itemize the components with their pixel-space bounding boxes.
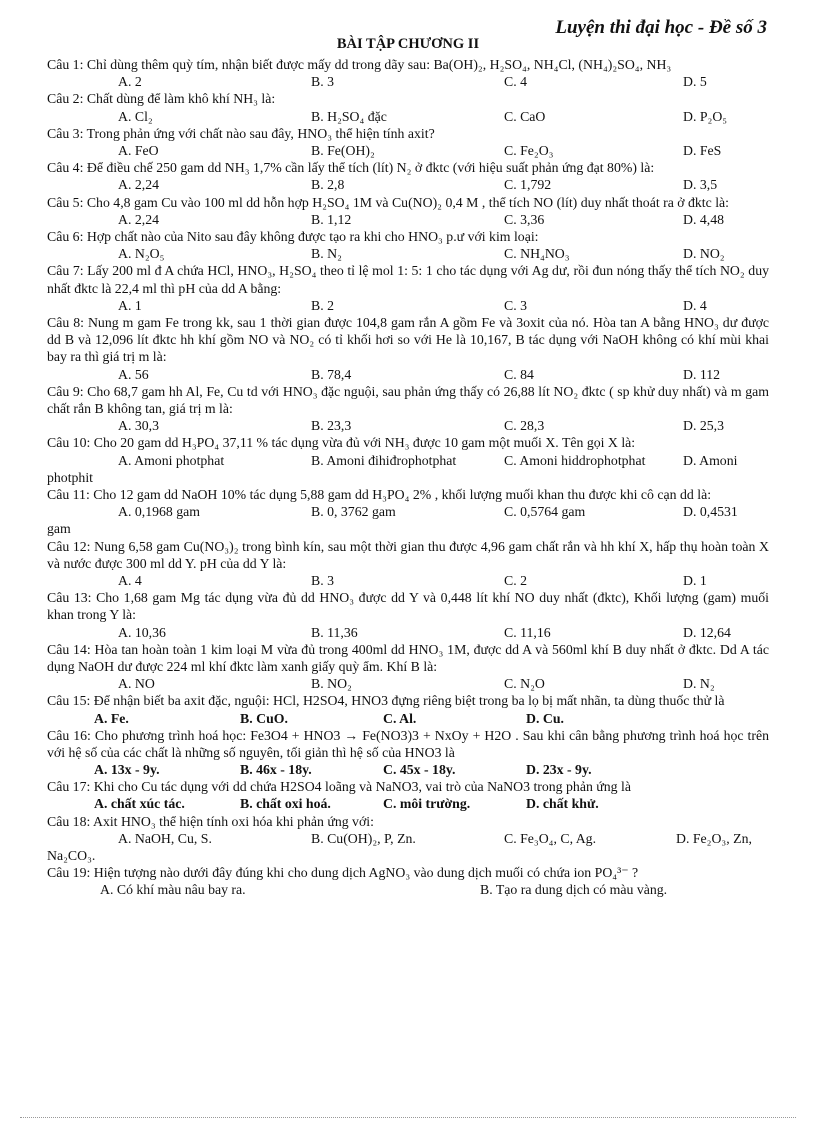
option-a: A. N₂O₅	[118, 246, 165, 262]
question-16: Câu 16: Cho phương trình hoá học: Fe3O4 + HNO3 → Fe(NO3)3 + NxOy + H2O . Sau khi cân bằng phương trình hoá học trên với hệ số của các chất là những số nguyên, tối giản thì hệ số của HNO3 là	[47, 727, 769, 760]
option-a: A. 13x - 9y.	[94, 762, 160, 778]
option-d: D. Fe₂O₃, Zn,	[676, 830, 752, 846]
answer-options	[47, 830, 769, 847]
option-d: D. 25,3	[683, 418, 725, 434]
option-d: D. Amoni	[683, 452, 738, 468]
option-d: D. 0,4531	[683, 504, 738, 520]
option-b: B. 0, 3762 gam	[311, 504, 396, 520]
option-d: D. 4	[683, 297, 707, 313]
option-a: A. FeO	[118, 142, 159, 158]
answer-options	[47, 297, 769, 314]
answer-options	[47, 452, 769, 469]
option-b: B. Cu(OH)₂, P, Zn.	[311, 830, 416, 846]
option-d: D. P₂O₅	[683, 108, 728, 124]
question-12: Câu 12: Nung 6,58 gam Cu(NO₃)₂ trong bình kín, sau một thời gian thu được 4,96 gam chất rắn và hh khí X, hấp thụ hoàn toàn X và nước được 300 ml dd Y. pH của dd Y là:	[47, 538, 769, 571]
option-a: A. Có khí màu nâu bay ra.	[100, 882, 246, 898]
option-c: C. CaO	[504, 108, 546, 124]
question-2: Câu 2: Chất dùng để làm khô khí NH₃ là:	[47, 91, 276, 107]
option-b: B. chất oxi hoá.	[240, 796, 331, 812]
option-b: B. CuO.	[240, 710, 288, 726]
answer-options	[47, 761, 769, 778]
option-a: A. 56	[118, 366, 149, 382]
option-a: A. 2,24	[118, 211, 160, 227]
answer-options	[47, 675, 769, 692]
question-4: Câu 4: Để điều chế 250 gam dd NH₃ 1,7% cần lấy thể tích (lít) N₂ ở đktc (với hiệu suất phản ứng đạt 80%) là:	[47, 160, 655, 176]
answer-options	[47, 710, 769, 727]
answer-options	[47, 503, 769, 520]
option-d: D. FeS	[683, 142, 722, 158]
question-list	[47, 56, 769, 899]
option-b: B. NO₂	[311, 676, 352, 692]
option-continuation: photphit	[47, 469, 93, 485]
option-b: B. 23,3	[311, 418, 352, 434]
option-d: D. 112	[683, 366, 721, 382]
option-c: C. Fe₂O₃	[504, 142, 554, 158]
answer-options	[47, 176, 769, 193]
option-c: C. Amoni hiddrophotphat	[504, 452, 646, 468]
option-a: A. 0,1968 gam	[118, 504, 201, 520]
option-d: D. chất khử.	[526, 796, 599, 812]
question-5: Câu 5: Cho 4,8 gam Cu vào 100 ml dd hỗn hợp H₂SO₄ 1M và Cu(NO)₂ 0,4 M , thể tích NO (lít) duy nhất thoát ra ở đktc là:	[47, 194, 730, 210]
option-c: C. 3,36	[504, 211, 545, 227]
answer-options	[47, 245, 769, 262]
option-b: B. 1,12	[311, 211, 352, 227]
option-continuation: gam	[47, 521, 71, 537]
option-a: A. 1	[118, 297, 142, 313]
option-c: C. NH₄NO₃	[504, 246, 570, 262]
answer-options	[47, 142, 769, 159]
answer-options	[47, 881, 769, 898]
question-7: Câu 7: Lấy 200 ml đ A chứa HCl, HNO₃, H₂SO₄ theo tỉ lệ mol 1: 5: 1 cho tác dụng với Ag dư, rồi đun nóng thấy thể tích NO₂ duy nhất đktc là 22,4 ml thì pH của dd A bằng:	[47, 263, 769, 296]
option-b: B. Amoni đihiđrophotphat	[311, 452, 457, 468]
answer-options	[47, 795, 769, 812]
option-c: C. môi trường.	[383, 796, 471, 812]
option-b: B. Fe(OH)₂	[311, 142, 375, 158]
page-bottom-rule	[20, 1117, 796, 1118]
option-c: C. 84	[504, 366, 534, 382]
option-c: C. 0,5764 gam	[504, 504, 586, 520]
question-1: Câu 1: Chỉ dùng thêm quỳ tím, nhận biết được mấy dd trong dãy sau: Ba(OH)₂, H₂SO₄, NH₄Cl, (NH₄)₂SO₄, NH₃	[47, 57, 672, 72]
question-18: Câu 18: Axit HNO₃ thể hiện tính oxi hóa khi phản ứng với:	[47, 813, 374, 829]
question-15: Câu 15: Để nhận biết ba axit đặc, nguội: HCl, H2SO4, HNO3 đựng riêng biệt trong ba lọ bị mất nhãn, ta dùng thuốc thử là	[47, 693, 725, 709]
question-17: Câu 17: Khi cho Cu tác dụng với dd chứa H2SO4 loãng và NaNO3, vai trò của NaNO3 trong phản ứng là	[47, 779, 631, 795]
option-a: A. 4	[118, 572, 142, 588]
option-b: B. 3	[311, 74, 334, 90]
option-a: A. chất xúc tác.	[94, 796, 185, 812]
answer-options	[47, 211, 769, 228]
option-b: B. Tạo ra dung dịch có màu vàng.	[480, 882, 668, 898]
option-c: C. 3	[504, 297, 527, 313]
page-title: BÀI TẬP CHƯƠNG II	[336, 36, 480, 52]
option-d: D. NO₂	[683, 246, 725, 262]
option-b: B. 2,8	[311, 177, 345, 193]
option-a: A. NaOH, Cu, S.	[118, 830, 212, 846]
option-a: A. Fe.	[94, 710, 129, 726]
option-a: A. 2,24	[118, 177, 160, 193]
option-a: A. Amoni photphat	[118, 452, 225, 468]
option-b: B. 11,36	[311, 624, 358, 640]
question-14: Câu 14: Hòa tan hoàn toàn 1 kim loại M vừa đủ trong 400ml dd HNO₃ 1M, được dd A và 560ml khí B duy nhất ở đktc. Dd A tác dụng NaOH dư được 224 ml khí đktc làm xanh giấy quỳ ẩm. Khí B là:	[47, 641, 769, 674]
option-b: B. 46x - 18y.	[240, 762, 312, 778]
option-d: D. 12,64	[683, 624, 731, 640]
answer-options	[47, 624, 769, 641]
option-a: A. NO	[118, 676, 155, 692]
option-c: C. Al.	[383, 710, 417, 726]
option-c: C. 28,3	[504, 418, 545, 434]
answer-options	[47, 417, 769, 434]
answer-options	[47, 572, 769, 589]
option-d: D. 1	[683, 572, 707, 588]
option-b: B. N₂	[311, 246, 342, 262]
question-6: Câu 6: Hợp chất nào của Nito sau đây không được tạo ra khi cho HNO₃ p.ư với kim loại:	[47, 228, 539, 244]
option-c: C. 1,792	[504, 177, 552, 193]
question-11: Câu 11: Cho 12 gam dd NaOH 10% tác dụng 5,88 gam dd H₃PO₄ 2% , khối lượng muối khan thu được khi cô cạn dd là:	[47, 486, 712, 502]
option-c: C. 4	[504, 74, 527, 90]
option-a: A. 10,36	[118, 624, 166, 640]
option-continuation: Na₂CO₃.	[47, 848, 96, 864]
option-d: D. 3,5	[683, 177, 718, 193]
option-d: D. Cu.	[526, 710, 564, 726]
option-d: D. 4,48	[683, 211, 725, 227]
option-c: C. Fe₃O₄, C, Ag.	[504, 830, 597, 846]
option-c: C. 45x - 18y.	[383, 762, 456, 778]
option-b: B. 3	[311, 572, 334, 588]
option-a: A. 30,3	[118, 418, 160, 434]
answer-options	[47, 366, 769, 383]
option-c: C. N₂O	[504, 676, 545, 692]
option-a: A. Cl₂	[118, 108, 153, 124]
answer-options	[47, 108, 769, 125]
option-d: D. 5	[683, 74, 707, 90]
option-b: B. 2	[311, 297, 334, 313]
question-8: Câu 8: Nung m gam Fe trong kk, sau 1 thời gian được 104,8 gam rắn A gồm Fe và 3oxit của nó. Hòa tan A bằng HNO₃ dư được dd B và 12,096 lít đktc hh khí gồm NO và NO₂ có tỉ khối hơi so với He là 10,167, B tác dụng với NaOH không có khí mùi khai bay ra thì giá trị m là:	[47, 314, 769, 365]
question-9: Câu 9: Cho 68,7 gam hh Al, Fe, Cu td với HNO₃ đặc nguội, sau phản ứng thấy có 26,88 lít NO₂ đktc ( sp khử duy nhất) và m gam chất rắn B không tan, giá trị m là:	[47, 383, 769, 416]
series-header: Luyện thi đại học - Đề số 3	[555, 17, 767, 38]
question-3: Câu 3: Trong phản ứng với chất nào sau đây, HNO₃ thể hiện tính axit?	[47, 125, 435, 141]
option-d: D. N₂	[683, 676, 715, 692]
option-c: C. 2	[504, 572, 527, 588]
question-13: Câu 13: Cho 1,68 gam Mg tác dụng vừa đủ dd HNO₃ được dd Y và 0,448 lít khí NO duy nhất (đktc), Khối lượng (gam) muối khan trong Y là:	[47, 590, 769, 623]
question-19: Câu 19: Hiện tượng nào dưới đây đúng khi cho dung dịch AgNO₃ vào dung dịch muối có chứa ion PO₄³⁻ ?	[47, 865, 639, 881]
option-b: B. 78,4	[311, 366, 352, 382]
question-10: Câu 10: Cho 20 gam dd H₃PO₄ 37,11 % tác dụng vừa đủ với NH₃ được 10 gam một muối X. Tên gọi X là:	[47, 435, 636, 451]
option-a: A. 2	[118, 74, 142, 90]
answer-options	[47, 73, 769, 90]
option-b: B. H₂SO₄ đặc	[311, 108, 387, 124]
option-d: D. 23x - 9y.	[526, 762, 592, 778]
option-c: C. 11,16	[504, 624, 551, 640]
